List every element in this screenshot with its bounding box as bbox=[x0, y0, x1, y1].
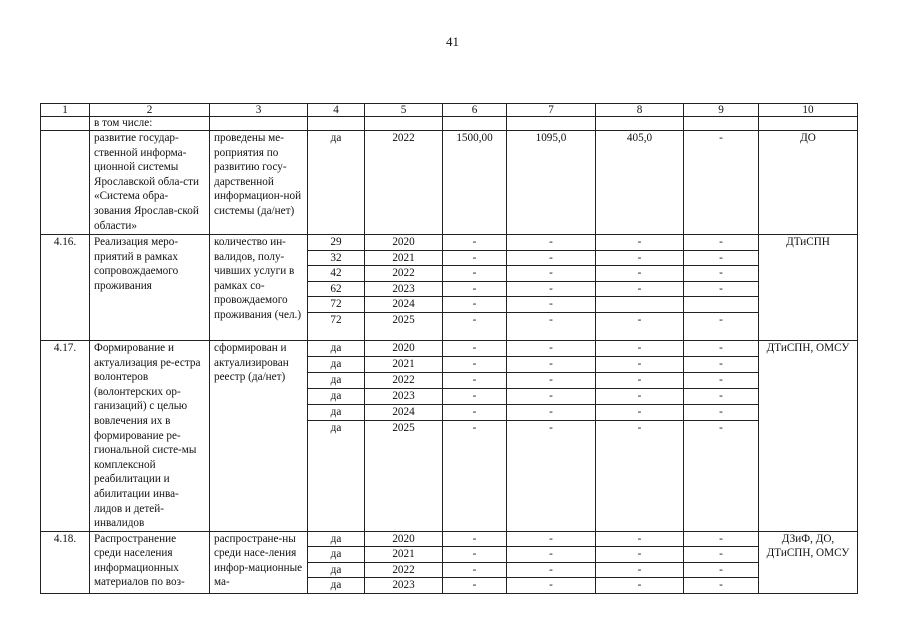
col6-cell: - bbox=[443, 340, 507, 356]
col7-cell: - bbox=[507, 578, 596, 594]
indicator-cell: сформирован и актуализирован реестр (да/нет) bbox=[210, 340, 308, 531]
indicator-cell: распростране-ны среди насе-ления инфор-мационные ма- bbox=[210, 531, 308, 593]
col6-cell: - bbox=[443, 281, 507, 297]
col8-cell bbox=[596, 117, 684, 131]
col8-cell: - bbox=[596, 404, 684, 420]
value-cell: 29 bbox=[308, 235, 365, 251]
year-cell: 2020 bbox=[365, 531, 443, 547]
col7-cell: - bbox=[507, 420, 596, 531]
value-cell: да bbox=[308, 578, 365, 594]
year-cell: 2021 bbox=[365, 356, 443, 372]
year-cell: 2022 bbox=[365, 562, 443, 578]
col6-cell: - bbox=[443, 297, 507, 313]
table-row bbox=[41, 340, 858, 356]
value-cell: да bbox=[308, 562, 365, 578]
col8-cell: - bbox=[596, 388, 684, 404]
col9-cell bbox=[684, 117, 759, 131]
col6-cell: - bbox=[443, 372, 507, 388]
col9-cell: - bbox=[684, 131, 759, 235]
col8-cell: - bbox=[596, 356, 684, 372]
col6-cell: 1500,00 bbox=[443, 131, 507, 235]
column-header: 10 bbox=[759, 104, 858, 117]
column-header: 1 bbox=[41, 104, 90, 117]
value-cell: 42 bbox=[308, 266, 365, 282]
col6-cell: - bbox=[443, 547, 507, 563]
col6-cell: - bbox=[443, 404, 507, 420]
col6-cell: - bbox=[443, 531, 507, 547]
col9-cell: - bbox=[684, 266, 759, 282]
year-cell: 2020 bbox=[365, 340, 443, 356]
program-table bbox=[40, 103, 858, 594]
col8-cell: - bbox=[596, 420, 684, 531]
col7-cell: - bbox=[507, 404, 596, 420]
col6-cell bbox=[443, 117, 507, 131]
col8-cell: - bbox=[596, 578, 684, 594]
name-cell: Реализация меро-приятий в рамках сопровождаемого проживания bbox=[90, 235, 210, 341]
col6-cell: - bbox=[443, 420, 507, 531]
col7-cell: 1095,0 bbox=[507, 131, 596, 235]
col7-cell: - bbox=[507, 297, 596, 313]
year-cell: 2023 bbox=[365, 578, 443, 594]
name-cell: Распространение среди населения информационных материалов по воз- bbox=[90, 531, 210, 593]
row-number-cell bbox=[41, 117, 90, 131]
indicator-cell: количество ин-валидов, полу-чивших услуги в рамках со-провождаемого проживания (чел.) bbox=[210, 235, 308, 341]
value-cell: 72 bbox=[308, 312, 365, 340]
row-number-cell: 4.17. bbox=[41, 340, 90, 531]
column-header: 3 bbox=[210, 104, 308, 117]
year-cell bbox=[365, 117, 443, 131]
value-cell: да bbox=[308, 531, 365, 547]
col6-cell: - bbox=[443, 388, 507, 404]
col7-cell: - bbox=[507, 356, 596, 372]
col8-cell: - bbox=[596, 312, 684, 340]
col8-cell: - bbox=[596, 372, 684, 388]
column-header: 6 bbox=[443, 104, 507, 117]
value-cell: да bbox=[308, 547, 365, 563]
year-cell: 2024 bbox=[365, 404, 443, 420]
col6-cell: - bbox=[443, 266, 507, 282]
value-cell: 72 bbox=[308, 297, 365, 313]
col6-cell: - bbox=[443, 312, 507, 340]
col9-cell: - bbox=[684, 578, 759, 594]
col9-cell: - bbox=[684, 281, 759, 297]
year-cell: 2020 bbox=[365, 235, 443, 251]
year-cell: 2024 bbox=[365, 297, 443, 313]
name-cell: Формирование и актуализация ре-естра волонтеров (волонтерских ор-ганизаций) с целью вовлечения их в формирование ре-гиональной систе-мы комплексной реабилитации и абилитации инва-лидов и детей-инвалидов bbox=[90, 340, 210, 531]
page-number: 41 bbox=[446, 34, 459, 49]
row-number-cell: 4.16. bbox=[41, 235, 90, 341]
col9-cell: - bbox=[684, 562, 759, 578]
col7-cell: - bbox=[507, 250, 596, 266]
col7-cell: - bbox=[507, 547, 596, 563]
col7-cell: - bbox=[507, 340, 596, 356]
executor-cell: ДТиСПН bbox=[759, 235, 858, 341]
col9-cell: - bbox=[684, 372, 759, 388]
executor-cell bbox=[759, 117, 858, 131]
year-cell: 2022 bbox=[365, 131, 443, 235]
col7-cell bbox=[507, 117, 596, 131]
value-cell: да bbox=[308, 404, 365, 420]
value-cell: 62 bbox=[308, 281, 365, 297]
col7-cell: - bbox=[507, 235, 596, 251]
column-header: 4 bbox=[308, 104, 365, 117]
row-number-cell bbox=[41, 131, 90, 235]
col9-cell bbox=[684, 297, 759, 313]
column-header: 8 bbox=[596, 104, 684, 117]
table-row bbox=[41, 235, 858, 251]
indicator-cell bbox=[210, 117, 308, 131]
col7-cell: - bbox=[507, 266, 596, 282]
value-cell: да bbox=[308, 356, 365, 372]
col8-cell: 405,0 bbox=[596, 131, 684, 235]
executor-cell: ДО bbox=[759, 131, 858, 235]
col6-cell: - bbox=[443, 578, 507, 594]
col8-cell: - bbox=[596, 250, 684, 266]
col7-cell: - bbox=[507, 388, 596, 404]
table-row bbox=[41, 531, 858, 547]
table-row bbox=[41, 131, 858, 235]
col7-cell: - bbox=[507, 562, 596, 578]
col9-cell: - bbox=[684, 388, 759, 404]
col8-cell: - bbox=[596, 266, 684, 282]
value-cell: да bbox=[308, 340, 365, 356]
col9-cell: - bbox=[684, 404, 759, 420]
name-cell: развитие государ-ственной информа-ционной системы Ярославской обла-сти «Система обра-зования Ярослав-ской области» bbox=[90, 131, 210, 235]
col7-cell: - bbox=[507, 312, 596, 340]
col8-cell: - bbox=[596, 547, 684, 563]
col9-cell: - bbox=[684, 356, 759, 372]
column-header: 7 bbox=[507, 104, 596, 117]
col9-cell: - bbox=[684, 312, 759, 340]
col7-cell: - bbox=[507, 281, 596, 297]
column-header: 5 bbox=[365, 104, 443, 117]
col6-cell: - bbox=[443, 250, 507, 266]
year-cell: 2025 bbox=[365, 420, 443, 531]
col9-cell: - bbox=[684, 420, 759, 531]
col8-cell: - bbox=[596, 562, 684, 578]
name-cell: в том числе: bbox=[90, 117, 210, 131]
col6-cell: - bbox=[443, 235, 507, 251]
column-header: 9 bbox=[684, 104, 759, 117]
indicator-cell: проведены ме-роприятия по развитию госу-дарственной информацион-ной системы (да/нет) bbox=[210, 131, 308, 235]
col8-cell: - bbox=[596, 531, 684, 547]
year-cell: 2022 bbox=[365, 372, 443, 388]
col6-cell: - bbox=[443, 356, 507, 372]
col9-cell: - bbox=[684, 250, 759, 266]
col9-cell: - bbox=[684, 547, 759, 563]
value-cell: да bbox=[308, 388, 365, 404]
col9-cell: - bbox=[684, 340, 759, 356]
column-header-row bbox=[41, 104, 858, 117]
col7-cell: - bbox=[507, 531, 596, 547]
year-cell: 2025 bbox=[365, 312, 443, 340]
value-cell: да bbox=[308, 420, 365, 531]
table-row bbox=[41, 117, 858, 131]
executor-cell: ДТиСПН, ОМСУ bbox=[759, 340, 858, 531]
executor-cell: ДЗиФ, ДО, ДТиСПН, ОМСУ bbox=[759, 531, 858, 593]
col8-cell bbox=[596, 297, 684, 313]
value-cell: 32 bbox=[308, 250, 365, 266]
col8-cell: - bbox=[596, 340, 684, 356]
value-cell: да bbox=[308, 372, 365, 388]
year-cell: 2023 bbox=[365, 388, 443, 404]
year-cell: 2022 bbox=[365, 266, 443, 282]
col9-cell: - bbox=[684, 235, 759, 251]
col8-cell: - bbox=[596, 235, 684, 251]
col9-cell: - bbox=[684, 531, 759, 547]
year-cell: 2021 bbox=[365, 547, 443, 563]
column-header: 2 bbox=[90, 104, 210, 117]
year-cell: 2023 bbox=[365, 281, 443, 297]
year-cell: 2021 bbox=[365, 250, 443, 266]
col6-cell: - bbox=[443, 562, 507, 578]
value-cell: да bbox=[308, 131, 365, 235]
col8-cell: - bbox=[596, 281, 684, 297]
col7-cell: - bbox=[507, 372, 596, 388]
row-number-cell: 4.18. bbox=[41, 531, 90, 593]
value-cell bbox=[308, 117, 365, 131]
